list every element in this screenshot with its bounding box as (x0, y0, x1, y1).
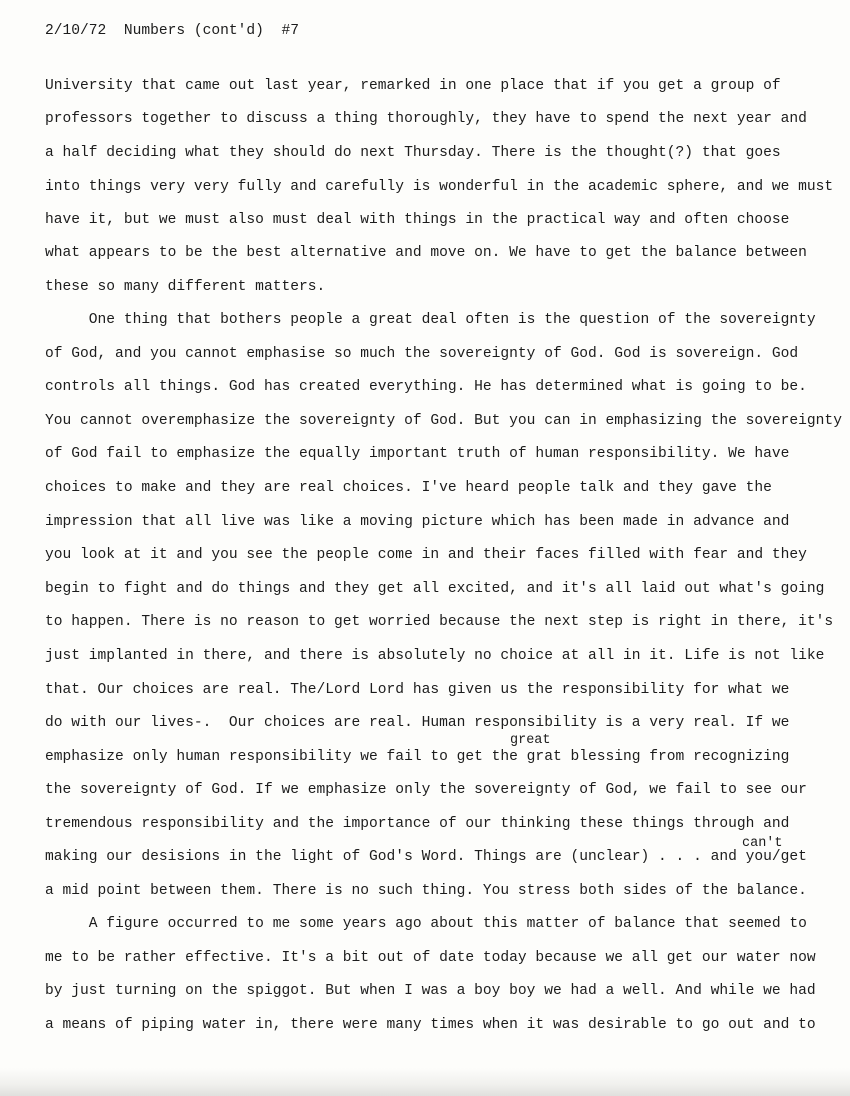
text-line: what appears to be the best alternative and move on. We have to get the balance between (45, 245, 807, 261)
text-line: One thing that bothers people a great deal often is the question of the sovereignty (45, 312, 816, 328)
text-line: of God, and you cannot emphasise so much the sovereignty of God. God is sovereign. God (45, 346, 799, 362)
text-line: you look at it and you see the people come in and their faces filled with fear and they (45, 547, 807, 563)
text-line: the sovereignty of God. If we emphasize only the sovereignty of God, we fail to see our (45, 782, 807, 798)
text-line: just implanted in there, and there is absolutely no choice at all in it. Life is not like (45, 648, 825, 664)
text-line: You cannot overemphasize the sovereignty of God. But you can in emphasizing the sovereignty (45, 413, 842, 429)
text-line: these so many different matters. (45, 279, 326, 295)
text-line: choices to make and they are real choices. I've heard people talk and they gave the (45, 480, 772, 496)
text-line: a means of piping water in, there were many times when it was desirable to go out and to (45, 1017, 816, 1033)
text-line: me to be rather effective. It's a bit out of date today because we all get our water now (45, 950, 816, 966)
text-line: emphasize only human responsibility we fail to get the grat blessing from recognizing (45, 749, 790, 765)
text-line: tremendous responsibility and the importance of our thinking these things through and (45, 816, 790, 832)
text-line: begin to fight and do things and they get all excited, and it's all laid out what's going (45, 581, 825, 597)
text-line: do with our lives-. Our choices are real. Human responsibility is a very real. If we (45, 715, 790, 731)
handwritten-insert-great: great (510, 733, 551, 748)
text-line: a mid point between them. There is no such thing. You stress both sides of the balance. (45, 883, 807, 899)
page-header: 2/10/72 Numbers (cont'd) #7 (45, 23, 299, 39)
handwritten-insert-cant: can't (742, 836, 783, 851)
text-line: making our desisions in the light of God's Word. Things are (unclear) . . . and you/get (45, 849, 807, 865)
text-line: impression that all live was like a moving picture which has been made in advance and (45, 514, 790, 530)
scan-shadow (0, 1068, 850, 1096)
text-line: professors together to discuss a thing thoroughly, they have to spend the next year and (45, 111, 807, 127)
text-line: A figure occurred to me some years ago about this matter of balance that seemed to (45, 916, 807, 932)
text-line: to happen. There is no reason to get worried because the next step is right in there, it's (45, 614, 834, 630)
text-line: that. Our choices are real. The/Lord Lord has given us the responsibility for what we (45, 682, 790, 698)
text-line: a half deciding what they should do next Thursday. There is the thought(?) that goes (45, 145, 781, 161)
text-line: by just turning on the spiggot. But when I was a boy boy we had a well. And while we had (45, 983, 816, 999)
text-line: of God fail to emphasize the equally important truth of human responsibility. We have (45, 446, 790, 462)
text-line: controls all things. God has created everything. He has determined what is going to be. (45, 379, 807, 395)
text-line: into things very very fully and carefully is wonderful in the academic sphere, and we must (45, 179, 834, 195)
text-line: University that came out last year, remarked in one place that if you get a group of (45, 78, 781, 94)
text-line: have it, but we must also must deal with things in the practical way and often choose (45, 212, 790, 228)
